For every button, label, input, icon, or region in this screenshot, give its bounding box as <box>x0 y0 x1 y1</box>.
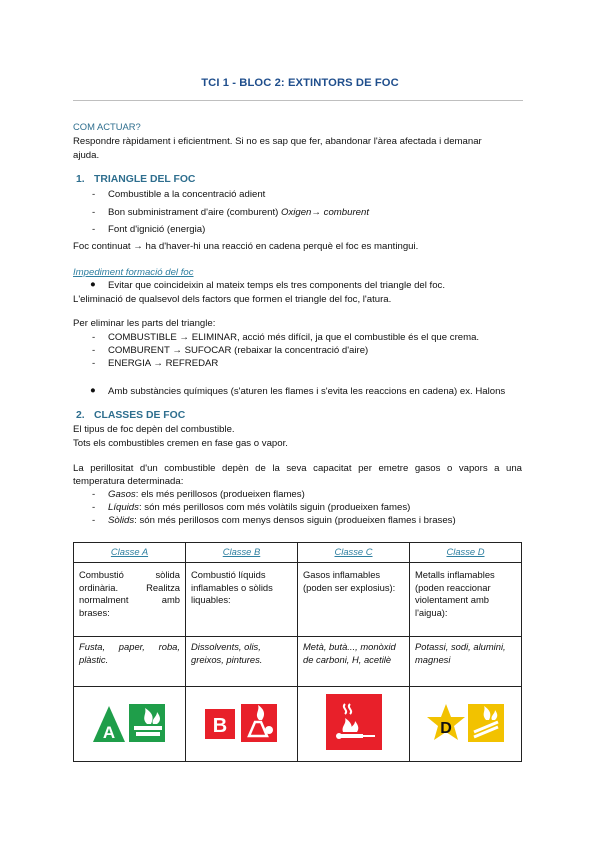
desc-cell-b: Combustió líquids inflamables o sòlids liquables: <box>186 563 298 637</box>
section2-line1: El tipus de foc depèn del combustible. <box>73 424 235 435</box>
com-actuar-heading: COM ACTUAR? <box>73 121 141 132</box>
dash-icon: - <box>92 207 96 218</box>
table-row-descriptions <box>74 563 522 637</box>
impediment-heading[interactable]: Impediment formació del foc <box>73 267 194 278</box>
impediment-bullet-text: Evitar que coincideixin al mateix temps els tres components del triangle del foc. <box>108 280 446 291</box>
section2-heading: CLASSES DE FOC <box>94 410 186 421</box>
classe-d-link[interactable]: Classe D <box>446 546 485 557</box>
icon-cell-c <box>298 687 410 762</box>
bullet-icon: ● <box>90 279 96 290</box>
icon-cell-d <box>410 687 522 762</box>
dash-icon: - <box>92 332 96 343</box>
icon-cell-a <box>74 687 186 762</box>
eliminar-item-1: COMBUSTIBLE → ELIMINAR, acció més difícil, ja que el combustible és el que crema. <box>108 332 480 343</box>
perillositat-line1: La perillositat d'un combustible depèn de la seva capacitat per emetre gasos o vapors a una <box>73 463 522 474</box>
triangle-item-2: Bon subministrament d'aire (comburent) Oxigen→ comburent <box>108 207 369 218</box>
triangle-item-1: Combustible a la concentració adient <box>108 189 266 200</box>
dash-icon: - <box>92 345 96 356</box>
icon-letter-b: B <box>212 715 227 738</box>
section2-number: 2. <box>76 410 85 421</box>
header-cell <box>74 543 186 563</box>
desc-cell-d: Metalls inflamables (poden reaccionar violentament amb l'aigua): <box>410 563 522 637</box>
dash-icon: - <box>92 189 96 200</box>
eliminar-item-3: ENERGIA → REFREDAR <box>108 358 219 369</box>
eliminar-item-2: COMBURENT → SUFOCAR (rebaixar la concentració d'aire) <box>108 345 369 356</box>
desc-cell-a: Combustió sòlida ordinària. Realitza normalment amb brases: <box>74 563 186 637</box>
table-header-row <box>74 543 522 563</box>
bullet-icon: ● <box>90 385 96 396</box>
class-c-fire-icon <box>315 694 393 750</box>
example-cell-b: Dissolvents, olis, greixos, pintures. <box>186 637 298 687</box>
icon-letter-d: D <box>439 720 452 738</box>
header-cell <box>298 543 410 563</box>
classe-c-link[interactable]: Classe C <box>334 546 373 557</box>
table-row-icons <box>74 687 522 762</box>
section2-line2: Tots els combustibles cremen en fase gas o vapor. <box>73 438 288 449</box>
dash-icon: - <box>92 489 96 500</box>
section1-heading: TRIANGLE DEL FOC <box>94 174 196 185</box>
solids-item: Sòlids: són més perillosos com menys densos siguin (produeixen flames i brases) <box>108 515 456 526</box>
classe-b-link[interactable]: Classe B <box>222 546 261 557</box>
dash-icon: - <box>92 358 96 369</box>
classe-a-link[interactable]: Classe A <box>110 546 149 557</box>
foc-continuat-text: Foc continuat → ha d'haver-hi una reacció en cadena perquè el foc es mantingui. <box>73 241 419 252</box>
section1-number: 1. <box>76 174 85 185</box>
icon-letter-a: A <box>102 723 115 743</box>
example-cell-c: Metà, butà..., monòxid de carboni, H, acetilè <box>298 637 410 687</box>
dash-icon: - <box>92 515 96 526</box>
class-d-fire-icon <box>426 698 506 746</box>
title-divider <box>73 100 523 101</box>
header-cell <box>186 543 298 563</box>
class-b-fire-icon <box>203 700 281 744</box>
header-cell <box>410 543 522 563</box>
com-actuar-text-line2: ajuda. <box>73 150 100 161</box>
gasos-item: Gasos: els més perillosos (produeixen flames) <box>108 489 305 500</box>
eliminar-intro: Per eliminar les parts del triangle: <box>73 318 216 329</box>
quimiques-text: Amb substàncies químiques (s'aturen les flames i s'evita les reaccions en cadena) ex. Halons <box>108 386 506 397</box>
impediment-line: L'eliminació de qualsevol dels factors que formen el triangle del foc, l'atura. <box>73 294 392 305</box>
liquids-item: Líquids: són més perillosos com més volàtils siguin (produeixen fames) <box>108 502 411 513</box>
icon-cell-b <box>186 687 298 762</box>
com-actuar-text-line1: Respondre ràpidament i eficientment. Si no es sap que fer, abandonar l'àrea afectada i demanar <box>73 136 482 147</box>
dash-icon: - <box>92 224 96 235</box>
fire-classes-table <box>73 542 522 762</box>
triangle-item-3: Font d'ignició (energia) <box>108 224 206 235</box>
desc-cell-c: Gasos inflamables (poden ser explosius): <box>298 563 410 637</box>
dash-icon: - <box>92 502 96 513</box>
class-a-fire-icon <box>91 700 169 744</box>
perillositat-line2: temperatura determinada: <box>73 476 184 487</box>
example-cell-a: Fusta, paper, roba, plàstic. <box>74 637 186 687</box>
table-row-examples <box>74 637 522 687</box>
page-title: TCI 1 - BLOC 2: EXTINTORS DE FOC <box>201 77 399 89</box>
example-cell-d: Potassi, sodi, alumini, magnesi <box>410 637 522 687</box>
